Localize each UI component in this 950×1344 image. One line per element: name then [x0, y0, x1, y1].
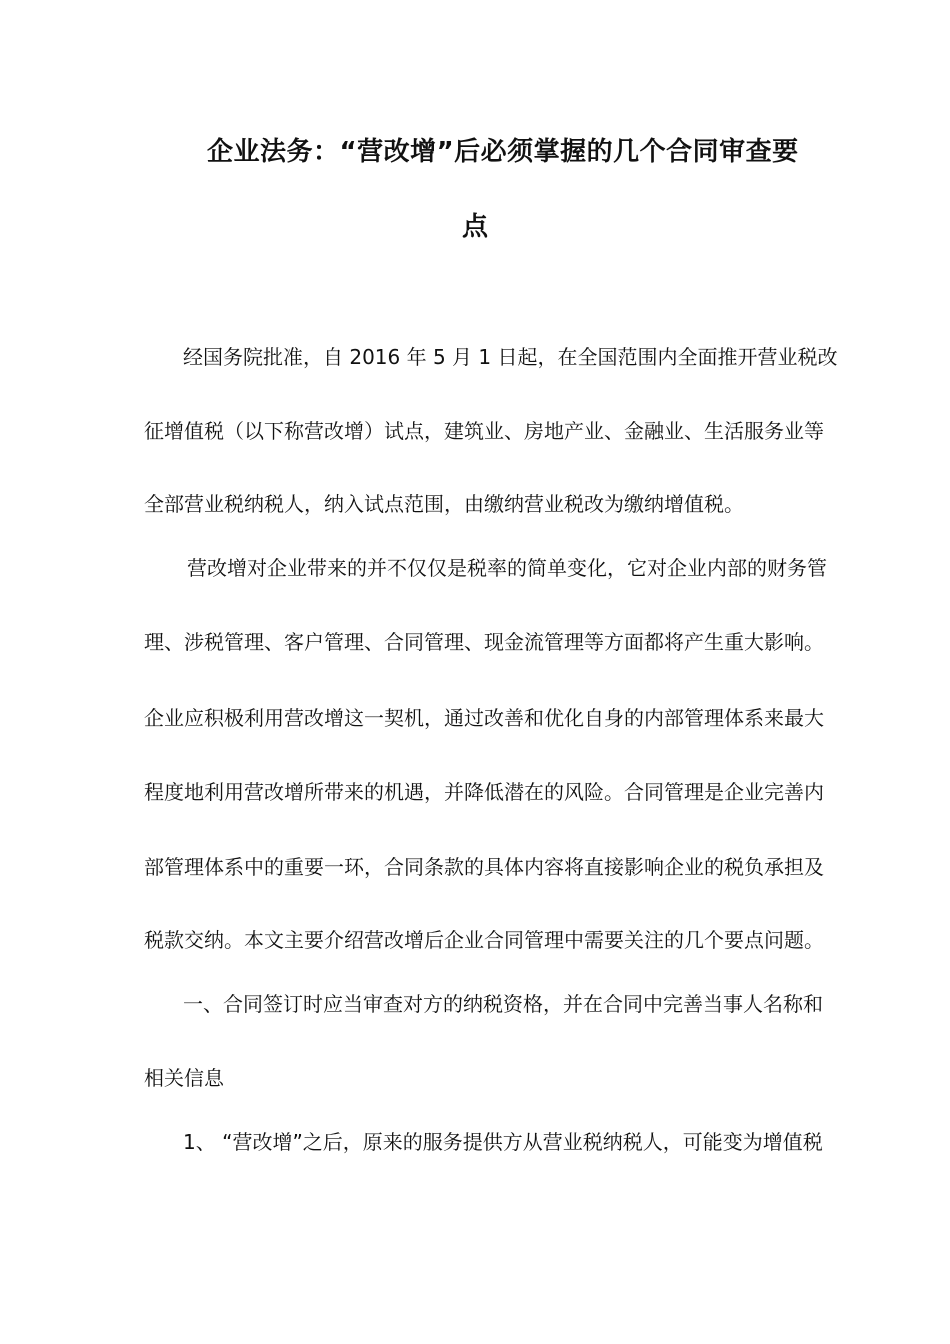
body-line: 企业应积极利用营改增这一契机，通过改善和优化自身的内部管理体系来最大	[144, 706, 824, 730]
document-title-line-2: 点	[462, 212, 489, 242]
body-line: 全部营业税纳税人，纳入试点范围，由缴纳营业税改为缴纳增值税。	[144, 492, 744, 516]
numbered-item-line: 1、 “营改增”之后，原来的服务提供方从营业税纳税人，可能变为增值税	[183, 1130, 823, 1154]
section-heading-line: 相关信息	[144, 1066, 224, 1090]
section-heading-line: 一、合同签订时应当审查对方的纳税资格，并在合同中完善当事人名称和	[183, 992, 823, 1016]
body-line: 部管理体系中的重要一环，合同条款的具体内容将直接影响企业的税负承担及	[144, 855, 824, 879]
body-line: 理、涉税管理、客户管理、合同管理、现金流管理等方面都将产生重大影响。	[144, 630, 824, 654]
body-line: 程度地利用营改增所带来的机遇，并降低潜在的风险。合同管理是企业完善内	[144, 780, 824, 804]
body-line: 税款交纳。本文主要介绍营改增后企业合同管理中需要关注的几个要点问题。	[144, 928, 824, 952]
document-title-line-1: 企业法务：“营改增”后必须掌握的几个合同审查要	[207, 137, 799, 167]
body-line: 经国务院批准，自 2016 年 5 月 1 日起，在全国范围内全面推开营业税改	[183, 345, 838, 369]
body-line: 营改增对企业带来的并不仅仅是税率的简单变化，它对企业内部的财务管	[187, 556, 827, 580]
body-line: 征增值税（以下称营改增）试点，建筑业、房地产业、金融业、生活服务业等	[144, 419, 824, 443]
